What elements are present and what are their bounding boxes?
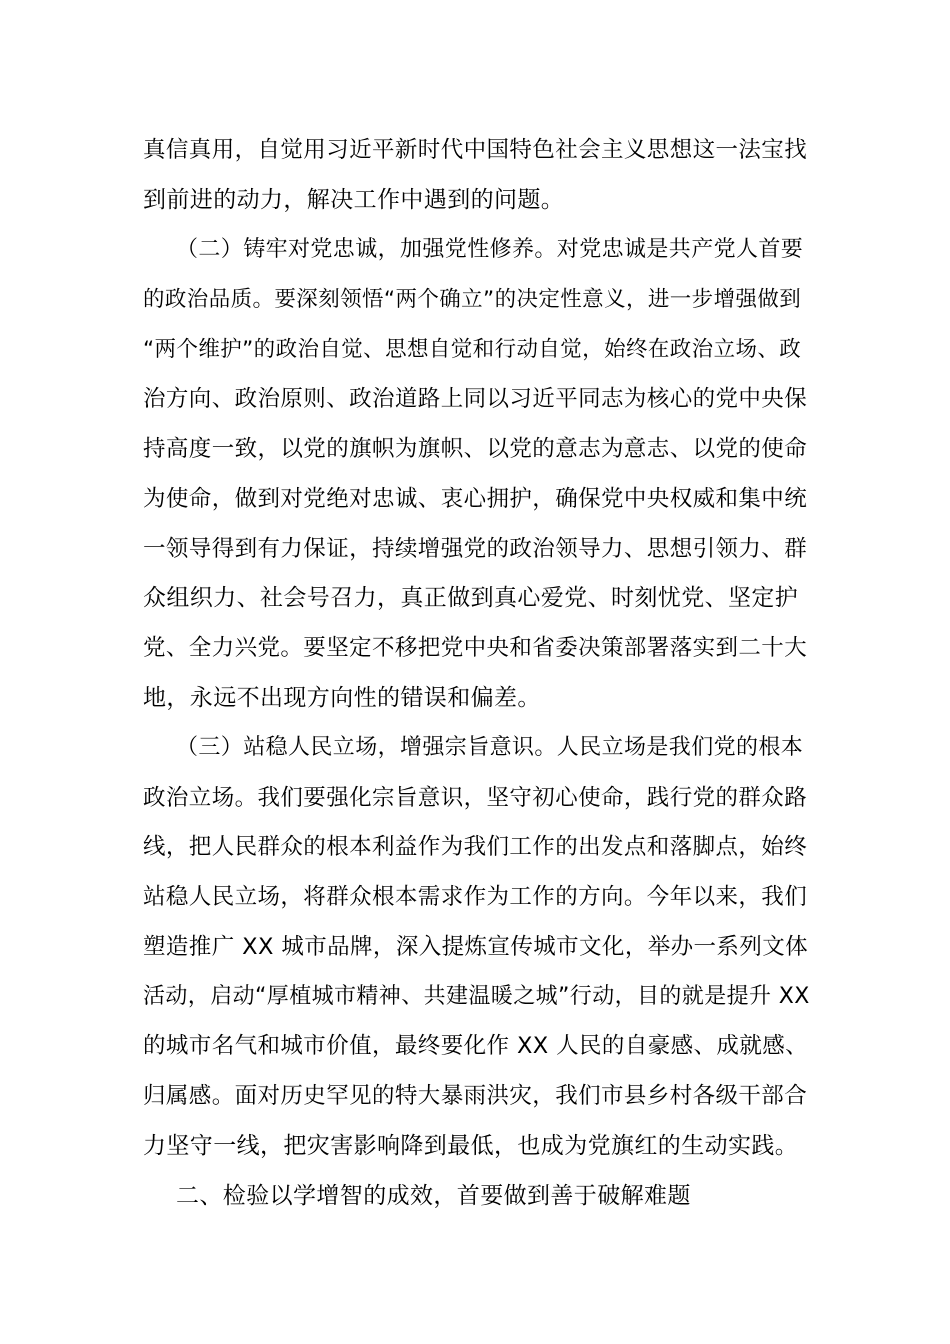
body-line: “两个维护”的政治自觉、思想自觉和行动自觉，始终在政治立场、政 — [143, 337, 802, 362]
body-line: 活动，启动“厚植城市精神、共建温暖之城”行动，目的就是提升 XX — [143, 984, 810, 1009]
body-line: 的政治品质。要深刻领悟“两个确立”的决定性意义，进一步增强做到 — [143, 287, 802, 312]
body-line: 地，永远不出现方向性的错误和偏差。 — [143, 685, 541, 711]
body-line: 到前进的动力，解决工作中遇到的问题。 — [143, 187, 565, 213]
body-line: 归属感。面对历史罕见的特大暴雨洪灾，我们市县乡村各级干部合 — [143, 1083, 808, 1109]
body-line: 治方向、政治原则、政治道路上同以习近平同志为核心的党中央保 — [143, 386, 808, 412]
body-line: 持高度一致，以党的旗帜为旗帜、以党的意志为意志、以党的使命 — [143, 436, 808, 462]
body-line: 一领导得到有力保证，持续增强党的政治领导力、思想引领力、群 — [143, 536, 808, 562]
body-line: 众组织力、社会号召力，真正做到真心爱党、时刻忧党、坚定护 — [143, 585, 799, 611]
body-line: 线，把人民群众的根本利益作为我们工作的出发点和落脚点，始终 — [143, 834, 808, 860]
section-2-heading-line: （二）铸牢对党忠诚，加强党性修养。对党忠诚是共产党人首要 — [176, 237, 804, 262]
body-line: 政治立场。我们要强化宗旨意识，坚守初心使命，践行党的群众路 — [143, 785, 808, 811]
body-line: 站稳人民立场，将群众根本需求作为工作的方向。今年以来，我们 — [143, 884, 808, 910]
body-line: 塑造推广 XX 城市品牌，深入提炼宣传城市文化，举办一系列文体 — [143, 934, 809, 960]
body-line: 党、全力兴党。要坚定不移把党中央和省委决策部署落实到二十大 — [143, 635, 808, 661]
body-line: 真信真用，自觉用习近平新时代中国特色社会主义思想这一法宝找 — [143, 137, 808, 163]
section-3-heading-line: （三）站稳人民立场，增强宗旨意识。人民立场是我们党的根本 — [176, 735, 804, 760]
part-2-heading: 二、检验以学增智的成效，首要做到善于破解难题 — [176, 1183, 691, 1209]
body-line: 的城市名气和城市价值，最终要化作 XX 人民的自豪感、成就感、 — [143, 1033, 809, 1059]
body-line: 为使命，做到对党绝对忠诚、衷心拥护，确保党中央权威和集中统 — [143, 486, 808, 512]
body-line: 力坚守一线，把灾害影响降到最低，也成为党旗红的生动实践。 — [143, 1133, 799, 1159]
